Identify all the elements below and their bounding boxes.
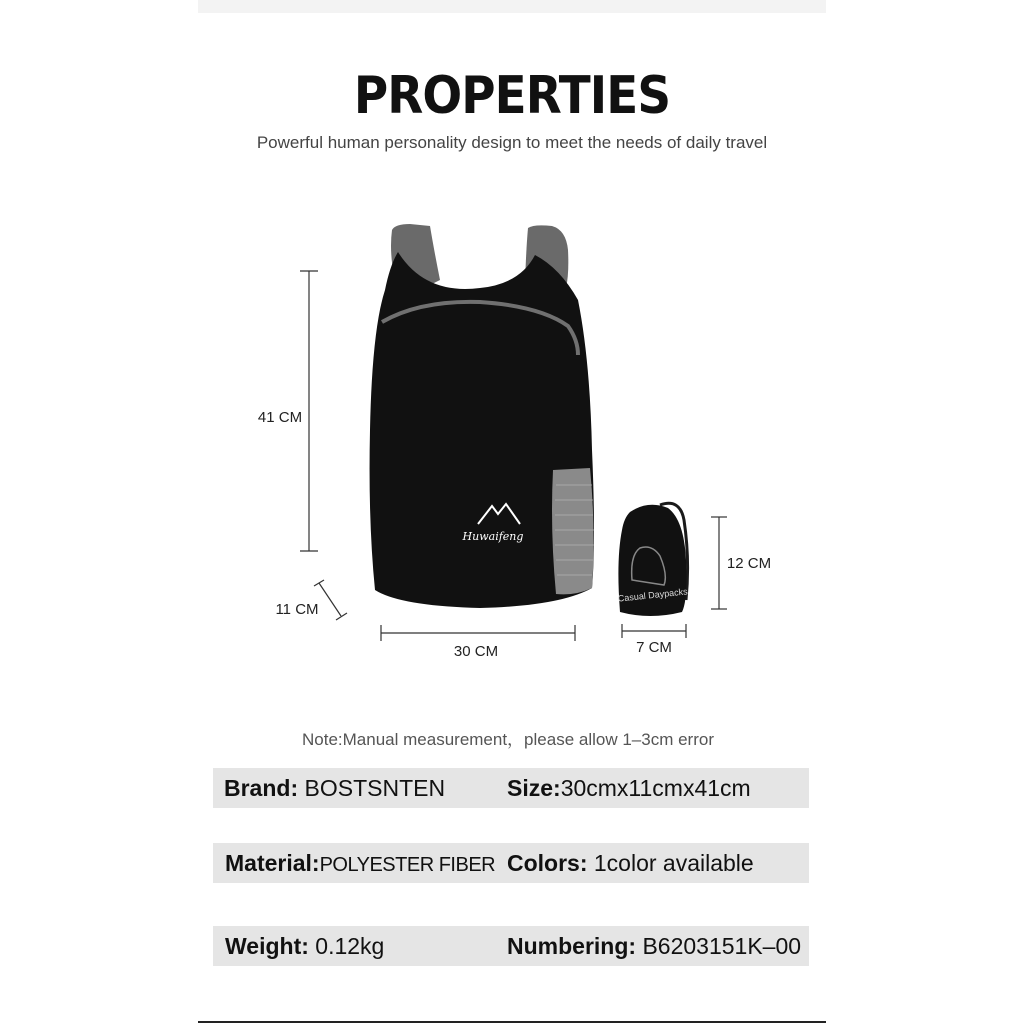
page-title: PROPERTIES xyxy=(353,66,671,126)
spec-row-weight-numbering xyxy=(213,926,809,966)
material-label: Material: xyxy=(225,850,320,876)
colors-value: 1color available xyxy=(593,850,754,876)
height-label: 41 CM xyxy=(257,409,303,426)
spec-numbering xyxy=(507,926,801,966)
size-value: 30cmx11cmx41cm xyxy=(560,775,751,801)
material-value: POLYESTER FIBER xyxy=(319,854,496,876)
spec-colors xyxy=(507,843,754,883)
pouch-width-label: 7 CM xyxy=(636,639,672,656)
spec-row-material-colors xyxy=(213,843,809,883)
weight-value: 0.12kg xyxy=(315,933,385,959)
brand-label: Brand: xyxy=(224,775,299,801)
spec-row-brand-size xyxy=(213,768,809,808)
measurement-note: Note:Manual measurement，please allow 1–3cm error xyxy=(302,730,714,749)
numbering-value: B6203151K–00 xyxy=(642,933,802,959)
bottom-divider xyxy=(198,1021,826,1023)
colors-label: Colors: xyxy=(507,850,588,876)
width-dimension-line xyxy=(381,625,575,641)
size-label: Size: xyxy=(507,775,561,801)
pouch-label: Casual Daypacks xyxy=(617,586,689,604)
height-dimension-line xyxy=(300,271,318,551)
page-subtitle: Powerful human personality design to meet the needs of daily travel xyxy=(256,133,768,152)
numbering-label: Numbering: xyxy=(507,933,637,959)
weight-label: Weight: xyxy=(225,933,309,959)
depth-dimension-line xyxy=(314,580,347,620)
pouch-width-dimension-line xyxy=(622,624,686,638)
spec-material xyxy=(225,843,495,883)
pouch-height-label: 12 CM xyxy=(726,555,772,572)
backpack-logo-text: Huwaifeng xyxy=(462,530,524,543)
brand-value: BOSTSNTEN xyxy=(304,775,446,801)
pouch-height-dimension-line xyxy=(711,517,727,609)
width-label: 30 CM xyxy=(453,643,499,660)
spec-weight xyxy=(225,926,384,966)
depth-label: 11 CM xyxy=(275,601,319,618)
spec-size xyxy=(507,768,751,808)
spec-brand xyxy=(224,768,445,808)
